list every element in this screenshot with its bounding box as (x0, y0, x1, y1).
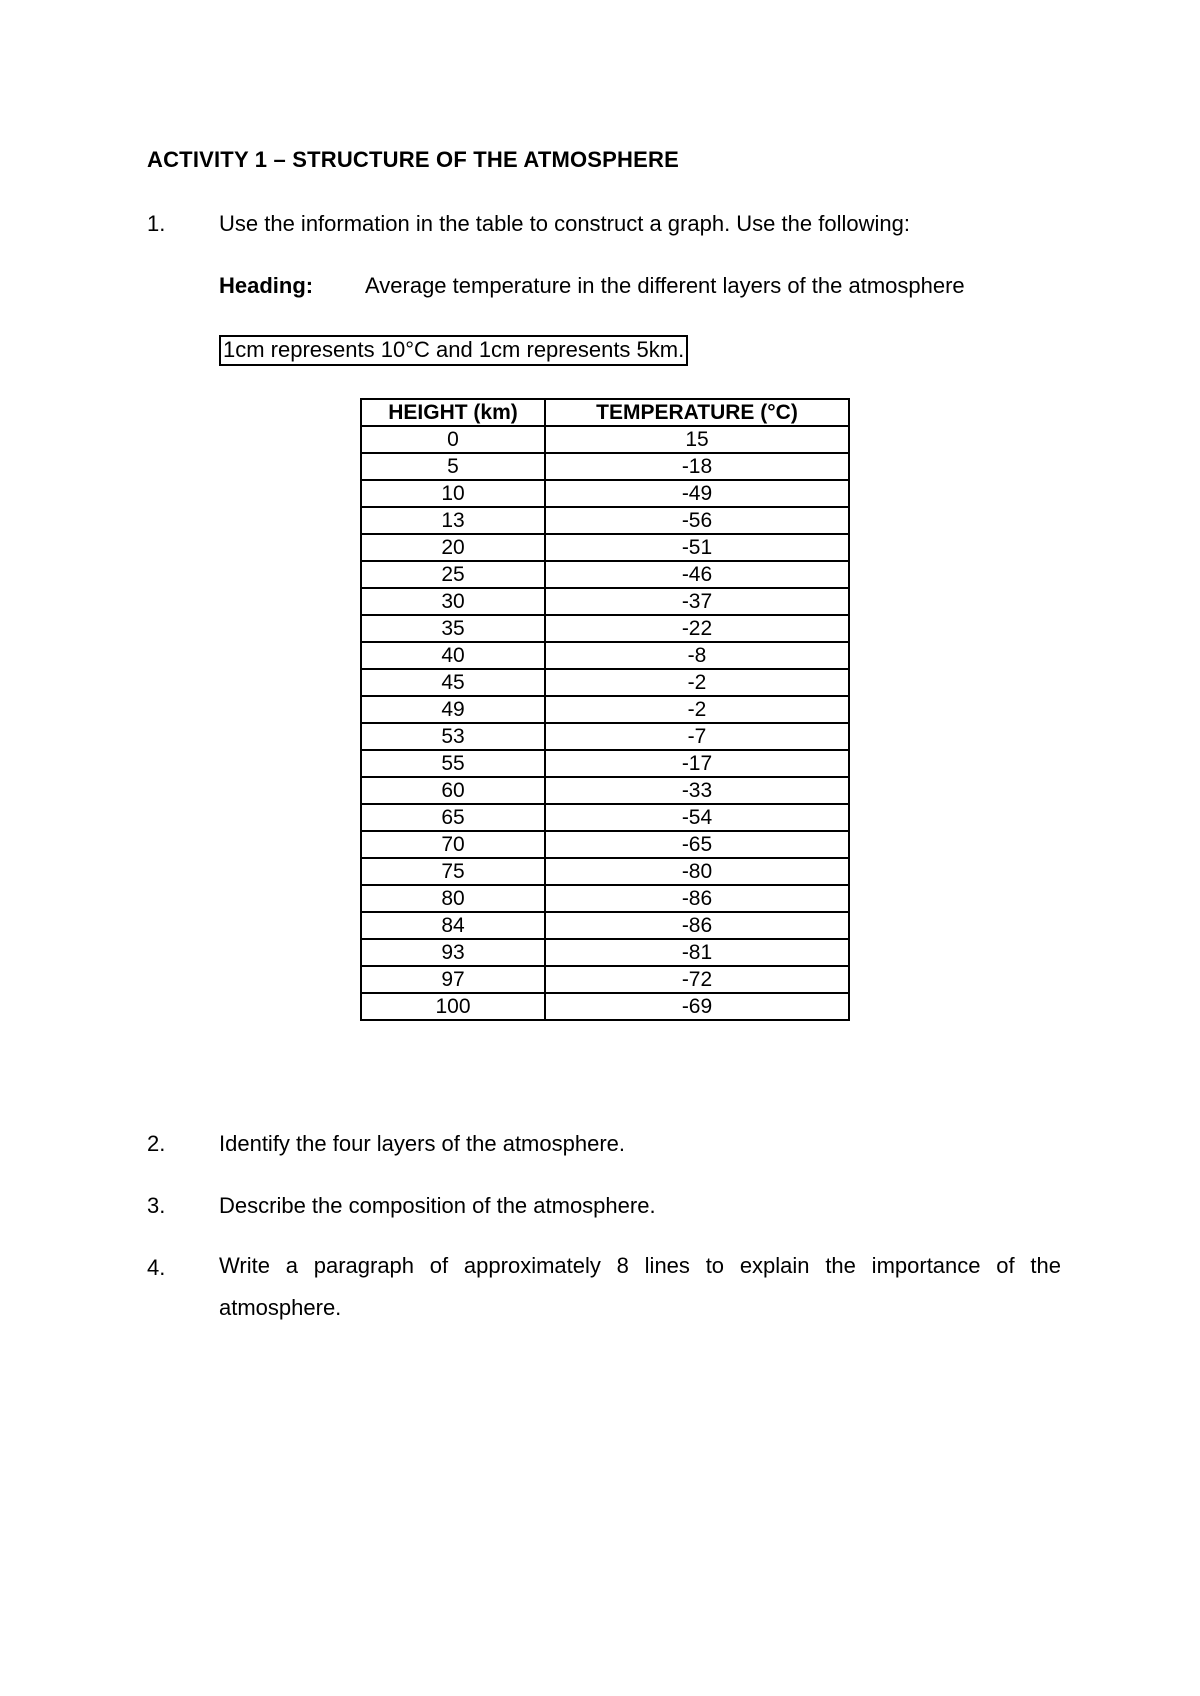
temperature-cell: -33 (545, 777, 849, 804)
height-cell: 97 (361, 966, 545, 993)
temperature-cell: -69 (545, 993, 849, 1020)
temperature-cell: -17 (545, 750, 849, 777)
temperature-cell: -51 (545, 534, 849, 561)
question-3-text: Describe the composition of the atmosphere. (219, 1193, 656, 1218)
height-cell: 53 (361, 723, 545, 750)
height-cell: 25 (361, 561, 545, 588)
table-row (361, 534, 849, 561)
temperature-cell: -56 (545, 507, 849, 534)
height-cell: 35 (361, 615, 545, 642)
temperature-cell: -46 (545, 561, 849, 588)
temperature-cell: -37 (545, 588, 849, 615)
temperature-cell: -81 (545, 939, 849, 966)
height-cell: 60 (361, 777, 545, 804)
temperature-cell: -18 (545, 453, 849, 480)
table-row (361, 561, 849, 588)
table-row (361, 696, 849, 723)
table-row (361, 480, 849, 507)
table-row (361, 804, 849, 831)
height-cell: 20 (361, 534, 545, 561)
table-row (361, 453, 849, 480)
temperature-cell: -65 (545, 831, 849, 858)
temperature-cell: -49 (545, 480, 849, 507)
page-title: ACTIVITY 1 – STRUCTURE OF THE ATMOSPHERE (147, 147, 679, 172)
height-cell: 45 (361, 669, 545, 696)
temperature-cell: -86 (545, 912, 849, 939)
temperature-cell: -54 (545, 804, 849, 831)
table-row (361, 966, 849, 993)
table-row (361, 615, 849, 642)
table-row (361, 993, 849, 1020)
height-cell: 0 (361, 426, 545, 453)
temperature-cell: -2 (545, 669, 849, 696)
height-cell: 40 (361, 642, 545, 669)
question-1-number: 1. (147, 211, 166, 236)
table-row (361, 831, 849, 858)
height-cell: 84 (361, 912, 545, 939)
temperature-cell: -86 (545, 885, 849, 912)
question-1-text: Use the information in the table to construct a graph. Use the following: (219, 211, 910, 236)
graph-heading-text: Average temperature in the different layers of the atmosphere (365, 273, 965, 298)
height-cell: 5 (361, 453, 545, 480)
temperature-cell: 15 (545, 426, 849, 453)
table-row (361, 750, 849, 777)
height-cell: 49 (361, 696, 545, 723)
table-row (361, 426, 849, 453)
table-row (361, 912, 849, 939)
column-header-temperature: TEMPERATURE (°C) (545, 399, 849, 426)
temperature-cell: -2 (545, 696, 849, 723)
table-row (361, 858, 849, 885)
height-cell: 30 (361, 588, 545, 615)
table-row (361, 642, 849, 669)
height-cell: 100 (361, 993, 545, 1020)
height-cell: 13 (361, 507, 545, 534)
question-4-text: Write a paragraph of approximately 8 lines to explain the importance of the atmosphere. (219, 1253, 1061, 1320)
height-cell: 93 (361, 939, 545, 966)
table-body (361, 426, 849, 1020)
height-cell: 75 (361, 858, 545, 885)
height-cell: 55 (361, 750, 545, 777)
question-2-text: Identify the four layers of the atmosphere. (219, 1131, 626, 1156)
height-temperature-table (360, 398, 850, 1021)
table-row (361, 885, 849, 912)
temperature-cell: -80 (545, 858, 849, 885)
table-row (361, 588, 849, 615)
temperature-cell: -72 (545, 966, 849, 993)
question-3-number: 3. (147, 1193, 166, 1218)
scale-note: 1cm represents 10°C and 1cm represents 5km. (219, 335, 688, 366)
question-2-number: 2. (147, 1131, 166, 1156)
height-cell: 65 (361, 804, 545, 831)
graph-heading-label: Heading: (219, 273, 314, 298)
column-header-height: HEIGHT (km) (361, 399, 545, 426)
height-cell: 10 (361, 480, 545, 507)
table-row (361, 723, 849, 750)
temperature-cell: -22 (545, 615, 849, 642)
table-row (361, 939, 849, 966)
table-row (361, 507, 849, 534)
height-cell: 70 (361, 831, 545, 858)
table-row (361, 777, 849, 804)
table-header-row (361, 399, 849, 426)
temperature-cell: -7 (545, 723, 849, 750)
temperature-cell: -8 (545, 642, 849, 669)
table-row (361, 669, 849, 696)
height-cell: 80 (361, 885, 545, 912)
question-4-number: 4. (147, 1255, 166, 1280)
